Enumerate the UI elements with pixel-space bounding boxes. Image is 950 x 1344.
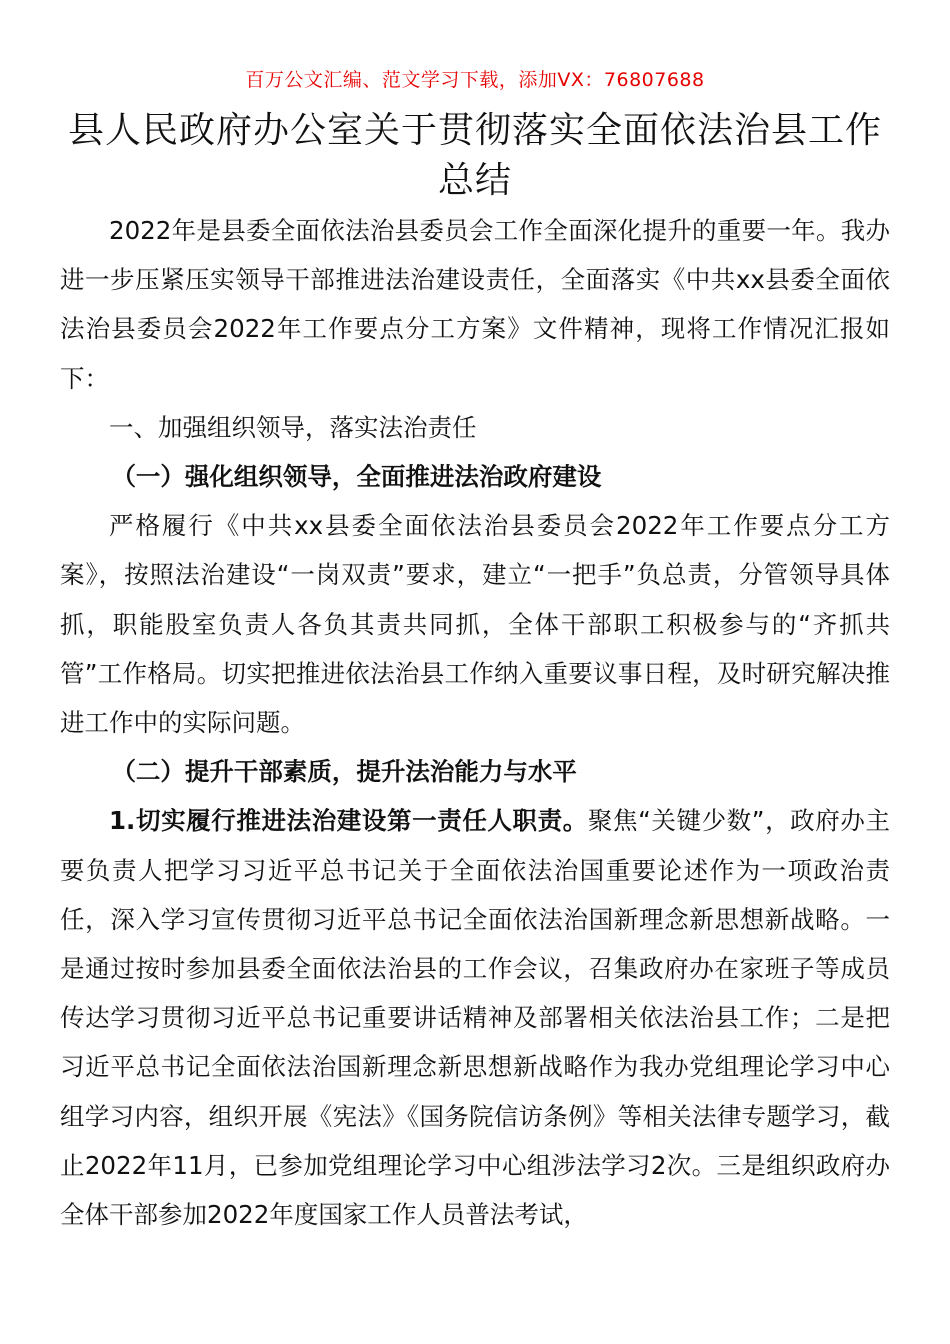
section-heading-1: 一、加强组织领导，落实法治责任 xyxy=(109,412,477,442)
subsection-paragraph-1: 严格履行《中共xx县委全面依法治县委员会2022年工作要点分工方案》，按照法治建设“一岗双责”要求，建立“一把手”负总责，分管领导具体抓，职能股室负责人各负其责共同抓，全体干部职工积极参与的“齐抓共管”工作格局。切实把推进依法治县工作纳入重要议事日程，及时研究解决推进工作中的实际问题。 xyxy=(60,511,890,738)
item-text-1: 聚焦“关键少数”，政府办主要负责人把学习习近平总书记关于全面依法治国重要论述作为一项政治责任，深入学习宣传贯彻习近平总书记全面依法治国新理念新思想新战略。一是通过按时参加县委全面依法治县的工作会议，召集政府办在家班子等成员传达学习贯彻习近平总书记重要讲话精神及部署相关依法治县工作；二是把习近平总书记全面依法治国新理念新思想新战略作为我办党组理论学习中心组学习内容，组织开展《宪法》《国务院信访条例》等相关法律专题学习，截止2022年11月，已参加党组理论学习中心组涉法学习2次。三是组织政府办全体干部参加2022年度国家工作人员普法考试， xyxy=(60,806,891,1230)
item-lead-1: 1.切实履行推进法治建设第一责任人职责。 xyxy=(109,806,588,836)
intro-paragraph: 2022年是县委全面依法治县委员会工作全面深化提升的重要一年。我办进一步压紧压实领导干部推进法治建设责任，全面落实《中共xx县委全面依法治县委员会2022年工作要点分工方案》文件精神，现将工作情况汇报如下： xyxy=(60,216,890,393)
subsection-heading-1: （一）强化组织领导，全面推进法治政府建设 xyxy=(111,462,602,492)
download-banner: 百万公文汇编、范文学习下载，添加VX：76807688 xyxy=(245,69,705,91)
item-paragraph-1 xyxy=(60,796,890,1239)
document-body xyxy=(60,206,890,1239)
subsection-heading-2: （二）提升干部素质，提升法治能力与水平 xyxy=(111,757,577,787)
page-title: 县人民政府办公室关于贯彻落实全面依法治县工作总结 xyxy=(67,110,882,201)
